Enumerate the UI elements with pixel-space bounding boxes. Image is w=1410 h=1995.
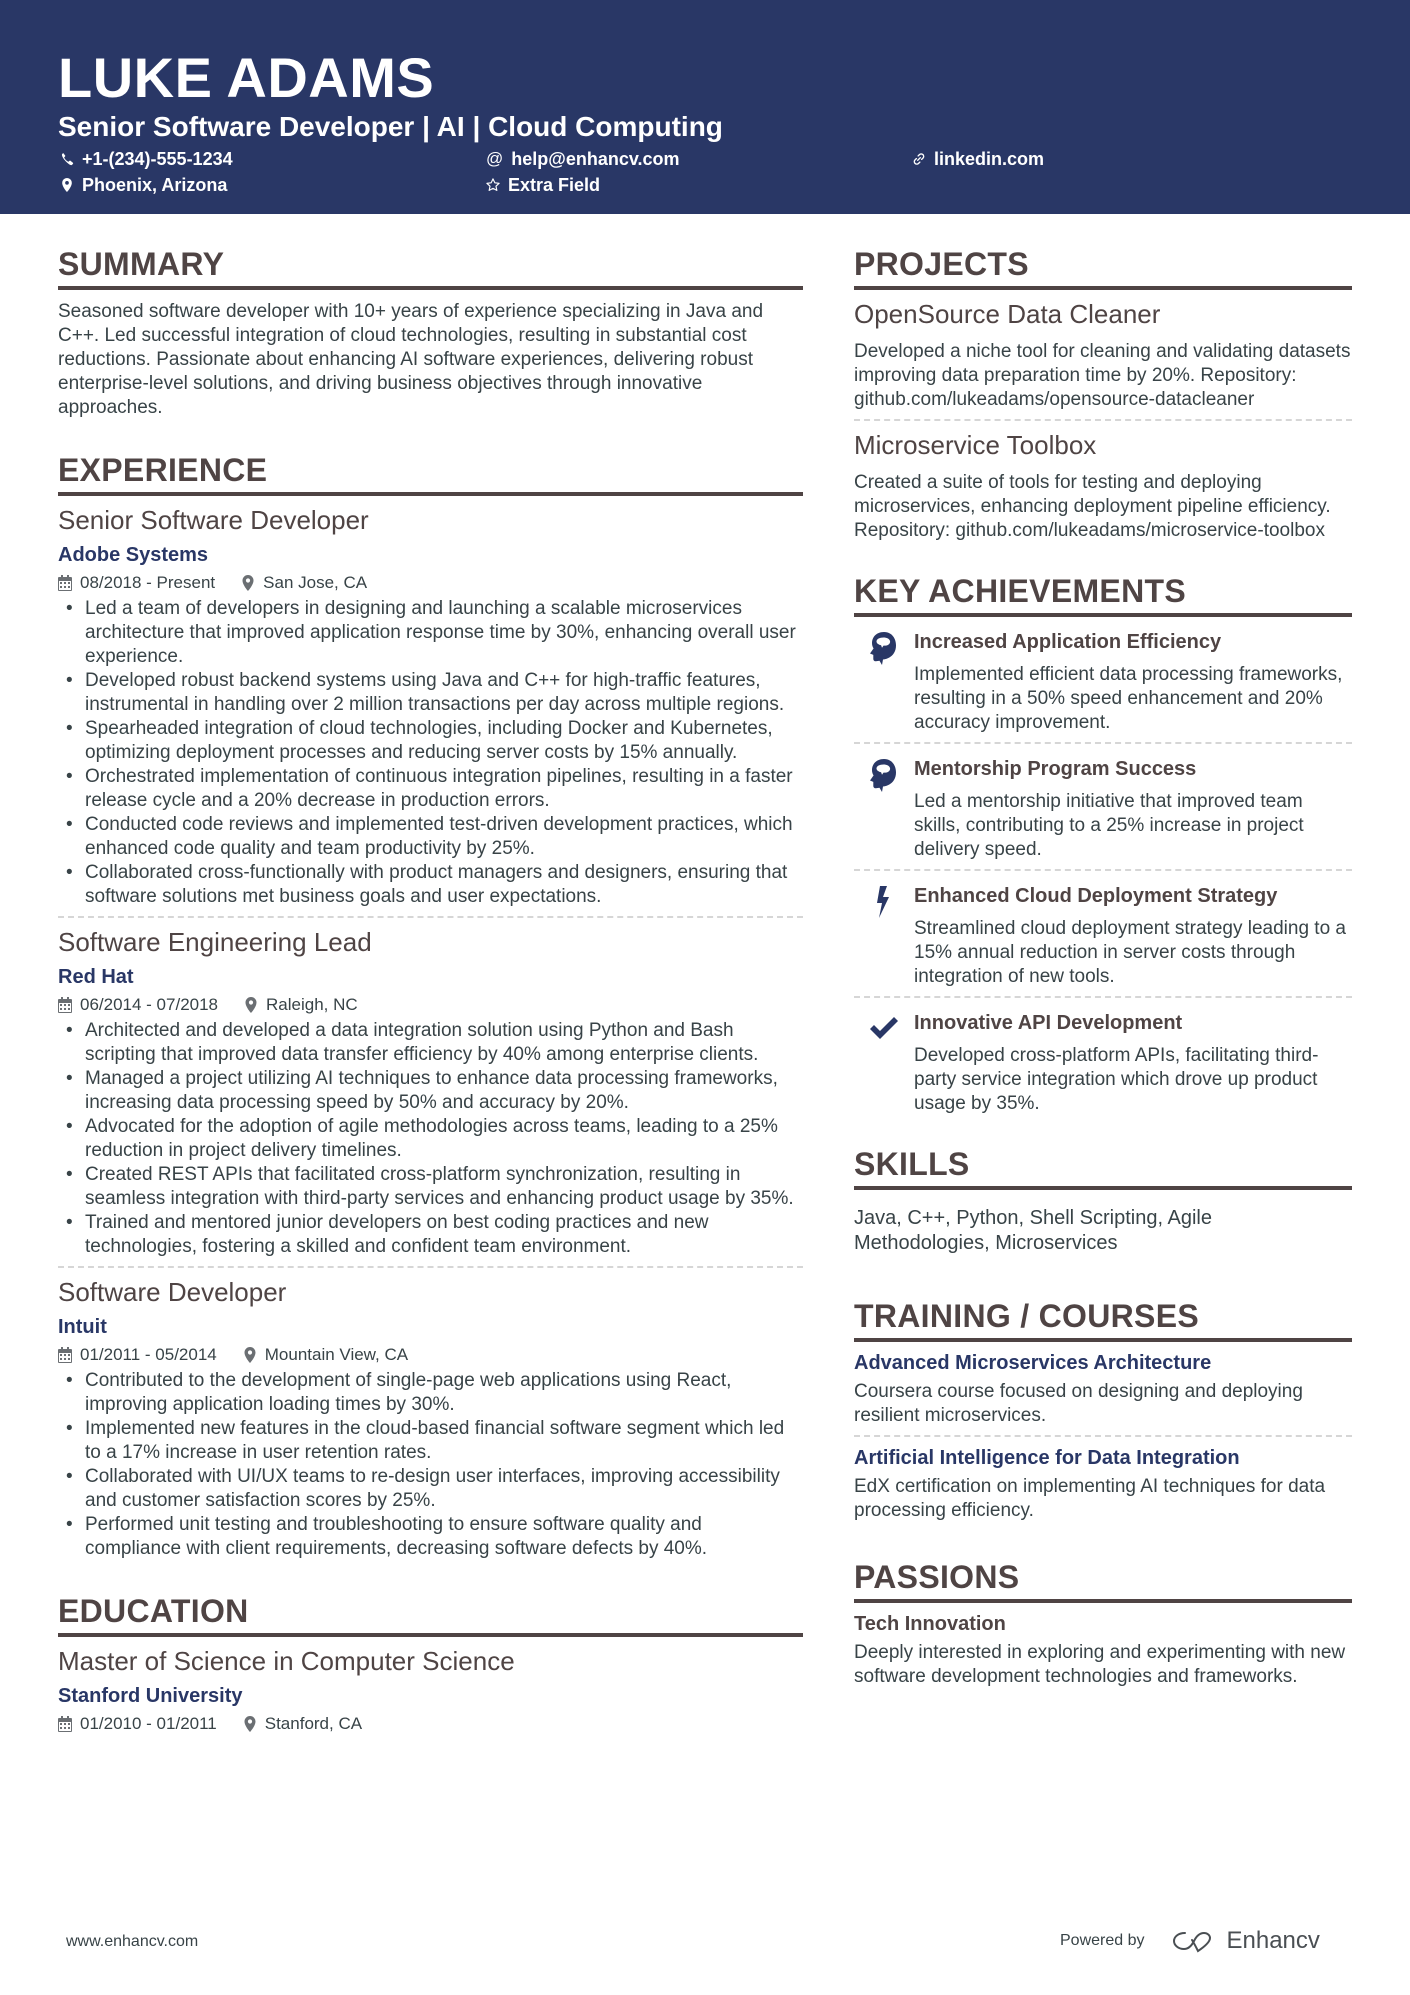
section-heading: PASSIONS xyxy=(854,1559,1020,1595)
brain-head-icon xyxy=(869,758,899,792)
entry-divider xyxy=(58,1266,803,1268)
phone-text: +1-(234)-555-1234 xyxy=(82,149,233,169)
entry-divider xyxy=(854,419,1352,421)
brand-name: Enhancv xyxy=(1226,1927,1320,1954)
course-description: Coursera course focused on designing and deploying resilient microservices. xyxy=(854,1381,1303,1426)
entry-divider xyxy=(854,742,1352,744)
location-pin-icon xyxy=(241,575,255,591)
calendar-icon xyxy=(58,997,72,1013)
summary-section xyxy=(58,244,803,420)
training-section xyxy=(854,1296,1352,1523)
achievement-entry xyxy=(854,1008,1352,1116)
bullet-item: • Architected and developed a data integration solution using Python and Bash scripting that improved data transfer efficiency by 40% among enterprise clients. xyxy=(58,1019,803,1067)
course-title: Advanced Microservices Architecture xyxy=(854,1352,1212,1374)
project-title: Microservice Toolbox xyxy=(854,430,1097,460)
section-heading: EXPERIENCE xyxy=(58,452,268,488)
section-divider xyxy=(854,1338,1352,1342)
bullet-item: • Implemented new features in the cloud-based financial software segment which led to a 17% increase in user retention rates. xyxy=(58,1417,803,1465)
company-name: Intuit xyxy=(58,1316,107,1338)
course-description: EdX certification on implementing AI techniques for data processing efficiency. xyxy=(854,1476,1326,1521)
entry-divider xyxy=(854,1435,1352,1437)
project-entry xyxy=(854,429,1352,543)
bullet-item: • Collaborated cross-functionally with product managers and designers, ensuring that software solutions met business goals and user expectations. xyxy=(58,861,803,909)
company-name: Adobe Systems xyxy=(58,544,209,566)
bullet-item: • Advocated for the adoption of agile methodologies across teams, leading to a 25% reduction in project delivery timelines. xyxy=(58,1115,803,1163)
left-column xyxy=(58,244,803,1735)
section-heading: TRAINING / COURSES xyxy=(854,1298,1199,1334)
location-pin-icon xyxy=(243,1347,257,1363)
section-heading: EDUCATION xyxy=(58,1593,249,1629)
job-meta xyxy=(58,1344,803,1366)
achievement-description: Developed cross-platform APIs, facilitating third-party service integration which drove up product usage by 35%. xyxy=(914,1045,1319,1114)
achievement-title: Innovative API Development xyxy=(914,1012,1183,1034)
star-icon xyxy=(486,178,500,192)
skills-section xyxy=(854,1144,1352,1256)
job-meta xyxy=(58,994,803,1016)
achievement-description: Implemented efficient data processing frameworks, resulting in a 50% speed enhancement and 20% accuracy improvement. xyxy=(914,664,1343,733)
achievement-description: Led a mentorship initiative that improved team skills, contributing to a 25% increase in project delivery speed. xyxy=(914,791,1304,860)
job-dates: 08/2018 - Present xyxy=(80,573,216,592)
achievement-title: Mentorship Program Success xyxy=(914,758,1197,780)
entry-divider xyxy=(854,996,1352,998)
right-column xyxy=(854,244,1352,1689)
school-name: Stanford University xyxy=(58,1685,243,1707)
section-divider xyxy=(58,492,803,496)
section-divider xyxy=(854,1186,1352,1190)
contact-email[interactable] xyxy=(486,148,680,170)
footer-website[interactable]: www.enhancv.com xyxy=(66,1933,199,1950)
candidate-title: Senior Software Developer | AI | Cloud Computing xyxy=(58,111,723,142)
education-dates: 01/2010 - 01/2011 xyxy=(80,1714,217,1733)
job-bullets xyxy=(58,1369,803,1561)
project-description: Developed a niche tool for cleaning and validating datasets improving data preparation time by 20%. Repository: github.com/lukeadams/opensource-datacleaner xyxy=(854,341,1351,410)
powered-by-label: Powered by xyxy=(1060,1932,1145,1949)
job-title: Senior Software Developer xyxy=(58,505,369,535)
project-description: Created a suite of tools for testing and deploying microservices, enhancing deployment pipeline efficiency. Repository: github.com/lukeadams/microservice-toolbox xyxy=(854,472,1331,541)
section-divider xyxy=(854,1599,1352,1603)
degree-title: Master of Science in Computer Science xyxy=(58,1646,515,1676)
job-bullets xyxy=(58,597,803,909)
contact-extra xyxy=(486,174,600,196)
footer-powered-by xyxy=(1060,1927,1320,1955)
project-title: OpenSource Data Cleaner xyxy=(854,299,1161,329)
achievement-title: Enhanced Cloud Deployment Strategy xyxy=(914,885,1278,907)
passion-description: Deeply interested in exploring and experimenting with new software development technologies and frameworks. xyxy=(854,1642,1346,1687)
enhancv-logo[interactable] xyxy=(1171,1927,1320,1955)
calendar-icon xyxy=(58,1716,72,1732)
passion-title: Tech Innovation xyxy=(854,1613,1006,1635)
bullet-item: • Managed a project utilizing AI techniques to enhance data processing frameworks, increasing data processing speed by 50% and accuracy by 20%. xyxy=(58,1067,803,1115)
projects-section xyxy=(854,244,1352,543)
section-heading: KEY ACHIEVEMENTS xyxy=(854,573,1186,609)
job-location: Raleigh, NC xyxy=(266,995,358,1014)
achievement-entry xyxy=(854,627,1352,735)
lightning-bolt-icon xyxy=(869,885,899,919)
section-heading: SKILLS xyxy=(854,1146,970,1182)
job-dates: 01/2011 - 05/2014 xyxy=(80,1345,217,1364)
achievement-description: Streamlined cloud deployment strategy leading to a 15% annual reduction in server costs through integration of new tools. xyxy=(914,918,1346,987)
section-divider xyxy=(854,286,1352,290)
entry-divider xyxy=(854,869,1352,871)
job-meta xyxy=(58,572,803,594)
calendar-icon xyxy=(58,1347,72,1363)
experience-entry xyxy=(58,926,803,1268)
bullet-item: • Led a team of developers in designing and launching a scalable microservices architecture that improved application response time by 30%, enhancing overall user experience. xyxy=(58,597,803,669)
section-divider xyxy=(58,286,803,290)
project-entry xyxy=(854,298,1352,421)
experience-entry xyxy=(58,1276,803,1561)
summary-text: Seasoned software developer with 10+ years of experience specializing in Java and C++. Led successful integration of cloud technologies, resulting in substantial cost reductions. Passionate about enhancing AI software experiences, delivering robust enterprise-level solutions, and driving business objectives through innovative approaches. xyxy=(58,301,764,418)
achievement-entry xyxy=(854,881,1352,989)
section-heading: SUMMARY xyxy=(58,246,225,282)
at-icon: @ xyxy=(486,149,504,168)
checkmark-icon xyxy=(869,1012,899,1046)
email-text[interactable]: help@enhancv.com xyxy=(511,149,680,169)
job-dates: 06/2014 - 07/2018 xyxy=(80,995,219,1014)
job-title: Software Engineering Lead xyxy=(58,927,372,957)
bullet-item: • Orchestrated implementation of continuous integration pipelines, resulting in a faster release cycle and a 20% decrease in production errors. xyxy=(58,765,803,813)
bullet-item: • Spearheaded integration of cloud technologies, including Docker and Kubernetes, optimizing deployment processes and reducing server costs by 15% annually. xyxy=(58,717,803,765)
resume-header xyxy=(0,0,1410,214)
passions-section xyxy=(854,1557,1352,1689)
experience-entry xyxy=(58,504,803,918)
extra-field-text: Extra Field xyxy=(508,175,601,195)
location-pin-icon xyxy=(244,997,258,1013)
course-entry xyxy=(854,1350,1352,1437)
bullet-item: • Created REST APIs that facilitated cross-platform synchronization, resulting in seamless integration with third-party services and enhancing product usage by 35%. xyxy=(58,1163,803,1211)
location-pin-icon xyxy=(60,178,74,192)
bullet-item: • Performed unit testing and troubleshooting to ensure software quality and compliance with client requirements, decreasing software defects by 40%. xyxy=(58,1513,803,1561)
section-heading: PROJECTS xyxy=(854,246,1029,282)
link-icon xyxy=(912,152,926,166)
course-title: Artificial Intelligence for Data Integration xyxy=(854,1447,1240,1469)
entry-divider xyxy=(58,916,803,918)
contact-phone xyxy=(60,148,233,170)
bullet-item: • Contributed to the development of single-page web applications using React, improving application loading times by 30%. xyxy=(58,1369,803,1417)
location-text: Phoenix, Arizona xyxy=(82,175,228,195)
experience-section xyxy=(58,450,803,1561)
section-divider xyxy=(854,613,1352,617)
candidate-name: LUKE ADAMS xyxy=(58,46,435,109)
location-pin-icon xyxy=(243,1716,257,1732)
contact-linkedin[interactable] xyxy=(912,148,1044,170)
phone-icon xyxy=(60,152,74,166)
enhancv-logo-icon xyxy=(1171,1929,1217,1953)
brain-head-icon xyxy=(869,631,899,665)
contact-location xyxy=(60,174,227,196)
job-location: Mountain View, CA xyxy=(264,1345,409,1364)
bullet-item: • Developed robust backend systems using Java and C++ for high-traffic features, instrumental in handling over 2 million transactions per day across multiple regions. xyxy=(58,669,803,717)
bullet-item: • Collaborated with UI/UX teams to re-design user interfaces, improving accessibility and customer satisfaction scores by 25%. xyxy=(58,1465,803,1513)
section-divider xyxy=(58,1633,803,1637)
bullet-item: • Conducted code reviews and implemented test-driven development practices, which enhanced code quality and team productivity by 25%. xyxy=(58,813,803,861)
achievement-title: Increased Application Efficiency xyxy=(914,631,1222,653)
education-location: Stanford, CA xyxy=(264,1714,363,1733)
job-title: Software Developer xyxy=(58,1277,287,1307)
calendar-icon xyxy=(58,575,72,591)
skills-list: Java, C++, Python, Shell Scripting, Agile Methodologies, Microservices xyxy=(854,1207,1212,1254)
course-entry xyxy=(854,1445,1352,1523)
bullet-item: • Trained and mentored junior developers on best coding practices and new technologies, fostering a skilled and confident team environment. xyxy=(58,1211,803,1259)
company-name: Red Hat xyxy=(58,966,134,988)
achievement-entry xyxy=(854,754,1352,862)
job-location: San Jose, CA xyxy=(263,573,368,592)
job-bullets xyxy=(58,1019,803,1259)
education-section xyxy=(58,1591,803,1735)
education-meta xyxy=(58,1713,803,1735)
achievements-section xyxy=(854,571,1352,1116)
linkedin-text[interactable]: linkedin.com xyxy=(934,149,1045,169)
